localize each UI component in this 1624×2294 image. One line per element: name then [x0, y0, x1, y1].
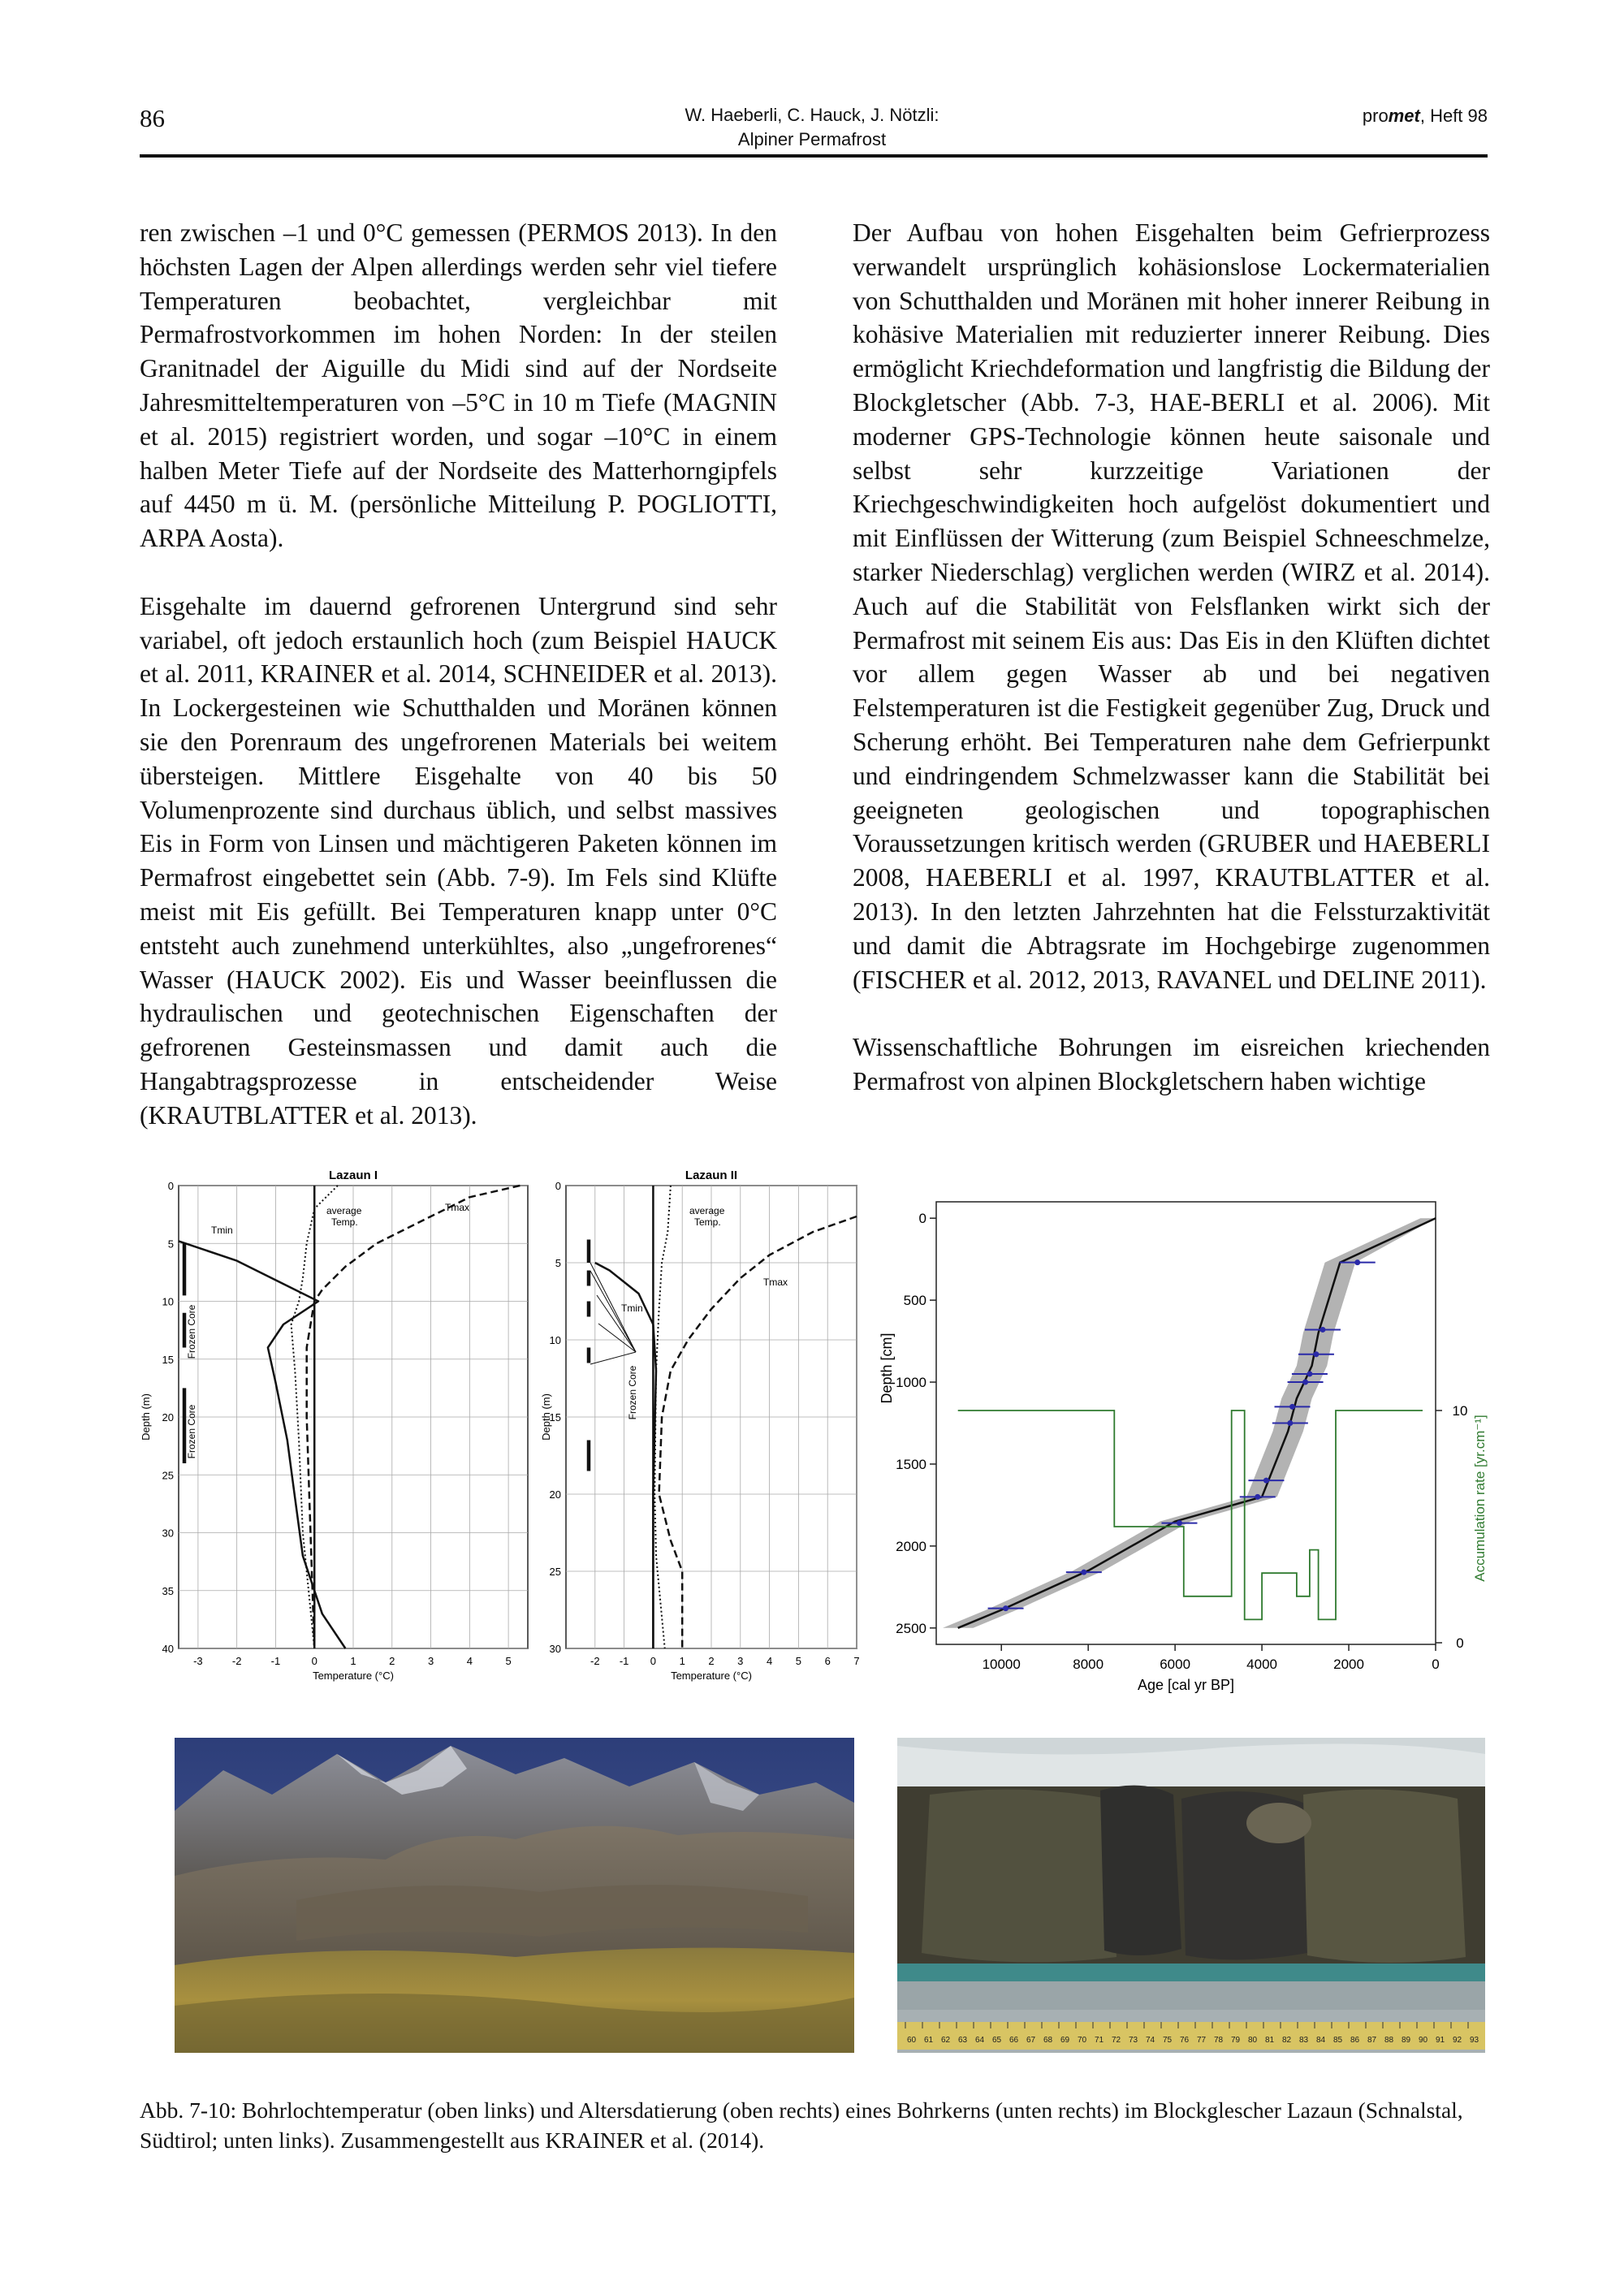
dated-sample-point [1263, 1478, 1269, 1484]
dated-sample-point [1289, 1404, 1295, 1410]
label-tmax: Tmax [445, 1202, 469, 1213]
tape-number: 65 [992, 2036, 1002, 2045]
paragraph: Wissenschaftliche Bohrungen im eisreichen kriechenden Permafrost von alpinen Blockgletschern haben wichtige [853, 1033, 1490, 1095]
tape-number: 71 [1095, 2036, 1104, 2045]
tape-number: 88 [1384, 2036, 1394, 2045]
x-tick-label: 2000 [1333, 1657, 1364, 1672]
tape-number: 69 [1060, 2036, 1070, 2045]
y-tick-label: 20 [549, 1488, 561, 1501]
y-tick-label: 5 [167, 1238, 174, 1251]
x-tick-label: 0 [311, 1655, 317, 1667]
x-axis-label: Temperature (°C) [313, 1670, 394, 1682]
dated-sample-point [1003, 1605, 1009, 1611]
y-tick-label: 35 [162, 1584, 174, 1597]
y-axis-label: Depth [cm] [879, 1333, 895, 1404]
series-tmin [179, 1241, 345, 1648]
y-tick-label: 5 [555, 1257, 561, 1269]
journal-issue: , Heft 98 [1419, 106, 1488, 126]
label-average-line: average [326, 1205, 362, 1216]
tape-number: 84 [1316, 2036, 1326, 2045]
tape-number: 68 [1043, 2036, 1053, 2045]
paragraph: Der Aufbau von hohen Eisgehalten beim Gefrierprozess verwandelt ursprünglich kohäsionslose Lockermaterialien von Schutthalden und Moränen mit hoher innerer Reibung in kohäsive Materialien mit reduzierter innerer Reibung. Dies ermöglicht Kriechdeformation und langfristig die Bildung der Blockgletscher (Abb. 7-3, HAE-BERLI et al. 2006). Mit moderner GPS-Technologie können heute saisonale und selbst sehr kurzzeitige Variationen der Kriechgeschwindigkeiten hoch aufgelöst dokumentiert und mit Einflüssen der Witterung (zum Beispiel Schneeschmelze, starker Niederschlag) verglichen werden (WIRZ et al. 2014). Auch auf die Stabilität von Felsflanken wirkt sich der Permafrost mit seinem Eis aus: Das Eis in den Klüften dichtet vor allem gegen Wasser ab und bei negativen Felstemperaturen ist die Festigkeit gegenüber Zug, Druck und Scherung erhöht. Bei Temperaturen nahe dem Gefrierpunkt und eindringendem Schmelzwasser kann die Stabilität bei geeigneten geologischen und topographischen Voraussetzungen kritisch werden (GRUBER und HAEBERLI 2008, HAEBERLI et al. 1997, KRAUTBLATTER et al. 2013). In den letzten Jahrzehnten hat die Felssturzaktivität und damit die Abtragsrate im Hochgebirge zugenommen (FISCHER et al. 2012, 2013, RAVANEL und DELINE 2011). [853, 218, 1490, 994]
tape-number: 76 [1180, 2036, 1190, 2045]
tape-number: 66 [1009, 2036, 1019, 2045]
x-tick-label: 0 [1432, 1657, 1440, 1672]
series-tmax [659, 1216, 857, 1648]
x-tick-label: -1 [619, 1655, 629, 1667]
tape-number: 87 [1367, 2036, 1377, 2045]
y-tick-label: 0 [167, 1180, 174, 1192]
y-tick-label: 0 [555, 1180, 561, 1192]
label-tmin: Tmin [211, 1225, 233, 1236]
x-axis-label: Age [cal yr BP] [1137, 1677, 1235, 1693]
journal-brand: met [1388, 106, 1420, 126]
x-tick-label: -2 [231, 1655, 242, 1667]
chart-title: Lazaun II [685, 1169, 738, 1182]
dated-sample-point [1307, 1371, 1312, 1376]
x-tick-label: 2 [708, 1655, 715, 1667]
label-temp-line: Temp. [694, 1216, 721, 1228]
x-tick-label: 4 [766, 1655, 773, 1667]
tape-number: 86 [1350, 2036, 1360, 2045]
left-column [140, 216, 777, 1166]
x-tick-label: 5 [505, 1655, 512, 1667]
tape-number: 79 [1231, 2036, 1241, 2045]
tape-number: 82 [1282, 2036, 1292, 2045]
x-tick-label: 8000 [1073, 1657, 1104, 1672]
label-frozen-core: Frozen Core [627, 1365, 638, 1420]
x-tick-label: 1 [350, 1655, 356, 1667]
y-axis-label: Depth (m) [140, 1393, 152, 1441]
uncertainty-band [943, 1218, 1436, 1628]
dated-sample-point [1302, 1380, 1308, 1385]
tape-number: 72 [1112, 2036, 1121, 2045]
y-tick-label: 2000 [896, 1538, 926, 1554]
label-average-temp [689, 1205, 725, 1228]
label-frozen-core: Frozen Core [186, 1304, 197, 1359]
label-temp-line: Temp. [331, 1216, 358, 1228]
tape-number: 63 [958, 2036, 968, 2045]
y-tick-label: 10 [549, 1334, 561, 1346]
y-tick-label: 15 [162, 1353, 174, 1366]
dated-sample-point [1320, 1327, 1325, 1333]
dated-sample-point [1354, 1259, 1360, 1265]
tape-number: 60 [907, 2036, 917, 2045]
dated-sample-point [1081, 1570, 1086, 1575]
tape-number: 78 [1214, 2036, 1224, 2045]
x-tick-label: 3 [427, 1655, 434, 1667]
y2-axis-label: Accumulation rate [yr.cm⁻¹] [1472, 1415, 1488, 1582]
paragraph: ren zwischen –1 und 0°C gemessen (PERMOS 2013). In den höchsten Lagen der Alpen allerdings werden sehr viel tiefere Temperaturen beobachtet, vergleichbar mit Permafrostvorkommen im hohen Norden: In der steilen Granitnadel der Aiguille du Midi sind auf der Nordseite Jahresmitteltemperaturen von –5°C in 10 m Tiefe (MAGNIN et al. 2015) registriert worden, und sogar –10°C in einem halben Meter Tiefe auf der Nordseite des Matterhorngipfels auf 4450 m ü. M. (persönliche Mitteilung P. POGLIOTTI, ARPA Aosta). [140, 218, 777, 553]
measuring-tape [897, 2022, 1485, 2050]
label-tmin: Tmin [621, 1303, 643, 1314]
tape-number: 92 [1453, 2036, 1462, 2045]
y-tick-label: 15 [549, 1411, 561, 1423]
x-tick-label: 6 [824, 1655, 831, 1667]
x-tick-label: 6000 [1160, 1657, 1191, 1672]
chart-age-depth [867, 1157, 1509, 1693]
x-tick-label: 4000 [1246, 1657, 1278, 1672]
y2-tick-label: 0 [1456, 1635, 1464, 1651]
journal-prefix: pro [1362, 106, 1389, 126]
y-tick-label: 500 [903, 1293, 926, 1309]
plot-frame [936, 1202, 1436, 1644]
series-tmin [595, 1263, 656, 1648]
tape-number: 80 [1248, 2036, 1258, 2045]
tape-number: 67 [1026, 2036, 1036, 2045]
y-tick-label: 0 [918, 1211, 926, 1227]
figure-caption: Abb. 7-10: Bohrlochtemperatur (oben links) und Altersdatierung (oben rechts) eines Bohrkerns (unten rechts) im Blockglescher Lazaun (Schnalstal, Südtirol; unten links). Zusammengestellt aus KRAINER et al. (2014). [140, 2097, 1463, 2153]
y-tick-label: 1000 [896, 1375, 926, 1391]
y2-tick-label: 10 [1452, 1403, 1468, 1419]
tape-number: 83 [1299, 2036, 1309, 2045]
header-rule [140, 154, 1488, 158]
x-axis-label: Temperature (°C) [671, 1670, 752, 1682]
label-average-temp [326, 1205, 362, 1228]
tape-number: 91 [1436, 2036, 1445, 2045]
tape-number: 77 [1197, 2036, 1207, 2045]
label-tmax: Tmax [763, 1277, 788, 1288]
y-tick-label: 1500 [896, 1456, 926, 1472]
x-tick-label: 3 [737, 1655, 744, 1667]
tape-number: 85 [1333, 2036, 1343, 2045]
photo-landscape-rock-glacier [175, 1738, 854, 2053]
x-tick-label: 10000 [982, 1657, 1021, 1672]
tape-number: 74 [1146, 2036, 1155, 2045]
y-tick-label: 25 [162, 1469, 174, 1482]
chart-lazaun-1 [138, 1157, 544, 1693]
dated-sample-point [1177, 1520, 1182, 1526]
y-tick-label: 10 [162, 1295, 174, 1308]
header-authors: W. Haeberli, C. Hauck, J. Nötzli: [685, 105, 939, 125]
tape-number: 75 [1163, 2036, 1173, 2045]
chart-title: Lazaun I [328, 1169, 378, 1182]
tape-number: 73 [1129, 2036, 1138, 2045]
y-tick-label: 20 [162, 1411, 174, 1423]
journal-header [1363, 106, 1488, 127]
tape-number: 89 [1402, 2036, 1411, 2045]
x-tick-label: -2 [590, 1655, 600, 1667]
tape-number: 64 [975, 2036, 985, 2045]
page-number: 86 [140, 104, 165, 132]
y-tick-label: 40 [162, 1643, 174, 1655]
tape-number: 70 [1078, 2036, 1087, 2045]
tape-number: 90 [1419, 2036, 1428, 2045]
chart-lazaun-2 [540, 1157, 865, 1693]
y-tick-label: 2500 [896, 1620, 926, 1636]
series-age-depth-model [958, 1218, 1436, 1628]
paragraph: Eisgehalte im dauernd gefrorenen Untergrund sind sehr variabel, oft jedoch erstaunlich hoch (zum Beispiel HAUCK et al. 2011, KRAINER et al. 2014, SCHNEIDER et al. 2013). In Lockergesteinen wie Schutthalden und Moränen können sie den Porenraum des ungefrorenen Materials bei weitem übersteigen. Mittlere Eisgehalte von 40 bis 50 Volumenprozente sind durchaus üblich, und selbst massives Eis in Form von Linsen und mächtigeren Paketen können im Permafrost eingebettet sein (Abb. 7-9). Im Fels sind Klüfte meist mit Eis gefüllt. Bei Temperaturen knapp unter 0°C entsteht auch zunehmend unterkühltes, also „ungefrorenes“ Wasser (HAUCK 2002). Eis und Wasser beeinflussen die hydraulischen und geotechnischen Eigenschaften der gefrorenen Gesteinsmassen und damit auch die Hangabtragsprozesse in entscheidender Weise (KRAUTBLATTER et al. 2013). [140, 591, 777, 1130]
photo-drill-core [897, 1738, 1485, 2053]
label-frozen-core: Frozen Core [186, 1404, 197, 1459]
tape-number: 93 [1470, 2036, 1479, 2045]
x-tick-label: -3 [193, 1655, 203, 1667]
running-header [568, 103, 1056, 152]
x-tick-label: 2 [389, 1655, 395, 1667]
label-average-line: average [689, 1205, 725, 1216]
tape-number: 81 [1265, 2036, 1275, 2045]
header-title: Alpiner Permafrost [737, 129, 887, 149]
x-tick-label: 1 [679, 1655, 685, 1667]
x-tick-label: 0 [650, 1655, 657, 1667]
x-tick-label: 4 [466, 1655, 473, 1667]
y-tick-label: 25 [549, 1566, 561, 1578]
y-tick-label: 30 [549, 1643, 561, 1655]
tape-number: 61 [924, 2036, 934, 2045]
dated-sample-point [1287, 1420, 1293, 1426]
frozen-core-arrow [590, 1352, 636, 1364]
dated-sample-point [1313, 1351, 1319, 1357]
y-axis-label: Depth (m) [540, 1393, 552, 1441]
x-tick-label: 5 [795, 1655, 802, 1667]
right-column [853, 216, 1490, 1133]
dated-sample-point [1255, 1494, 1260, 1500]
frozen-core-arrow [598, 1324, 636, 1352]
y-tick-label: 30 [162, 1527, 174, 1540]
x-tick-label: 7 [853, 1655, 860, 1667]
x-tick-label: -1 [270, 1655, 281, 1667]
tape-number: 62 [941, 2036, 951, 2045]
